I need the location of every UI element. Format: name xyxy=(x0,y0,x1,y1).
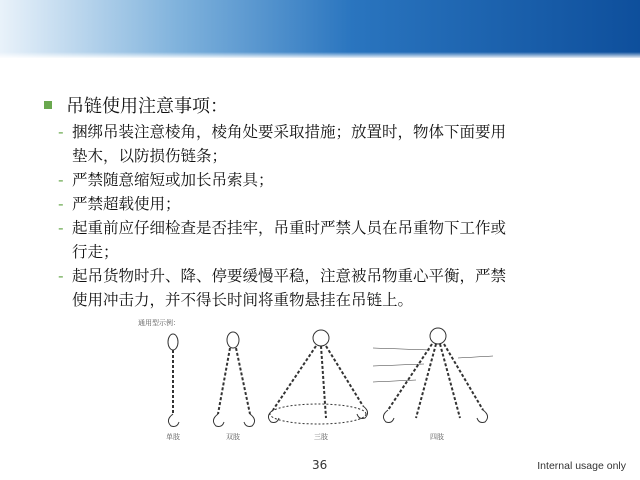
figure-caption: 通用型示例： xyxy=(138,319,180,327)
three-leg-sling-icon xyxy=(268,330,367,424)
dash-icon: - xyxy=(58,195,64,213)
dash-icon: - xyxy=(58,123,64,141)
list-item xyxy=(58,216,592,264)
list-item xyxy=(58,120,592,168)
list-item xyxy=(58,192,592,216)
item-line: 使用冲击力，并不得长时间将重物悬挂在吊链上。 xyxy=(72,291,414,309)
title-row xyxy=(44,92,228,118)
item-line: 起吊货物时升、降、停要缓慢平稳，注意被吊物重心平衡，严禁 xyxy=(72,267,507,285)
slide-title: 吊链使用注意事项： xyxy=(66,96,228,117)
item-line: 严禁超载使用； xyxy=(72,195,181,213)
figure-label-three: 三肢 xyxy=(314,433,328,441)
item-line: 捆绑吊装注意棱角，棱角处要采取措施；放置时，物体下面要用 xyxy=(72,123,507,141)
square-bullet-icon xyxy=(44,101,52,109)
four-leg-sling-icon xyxy=(373,328,493,423)
dash-icon: - xyxy=(58,171,64,189)
item-line: 起重前应仔细检查是否挂牢，吊重时严禁人员在吊重物下工作或 xyxy=(72,219,507,237)
list-item xyxy=(58,264,592,312)
single-leg-sling-icon xyxy=(168,334,179,427)
figure-label-double: 双肢 xyxy=(226,433,240,441)
item-line: 严禁随意缩短或加长吊索具； xyxy=(72,171,274,189)
footer-note: Internal usage only xyxy=(537,460,626,472)
double-leg-sling-icon xyxy=(213,332,254,427)
chain-sling-figure xyxy=(138,318,510,450)
page-number: 36 xyxy=(312,458,328,472)
item-line: 行走； xyxy=(72,243,119,261)
list-item xyxy=(58,168,592,192)
item-line: 垫木，以防损伤链条； xyxy=(72,147,228,165)
figure-label-single: 单肢 xyxy=(166,433,180,441)
chain-sling-illustration xyxy=(138,318,510,450)
dash-icon: - xyxy=(58,219,64,237)
dash-icon: - xyxy=(58,267,64,285)
figure-label-four: 四肢 xyxy=(430,433,444,441)
header-band xyxy=(0,0,640,58)
